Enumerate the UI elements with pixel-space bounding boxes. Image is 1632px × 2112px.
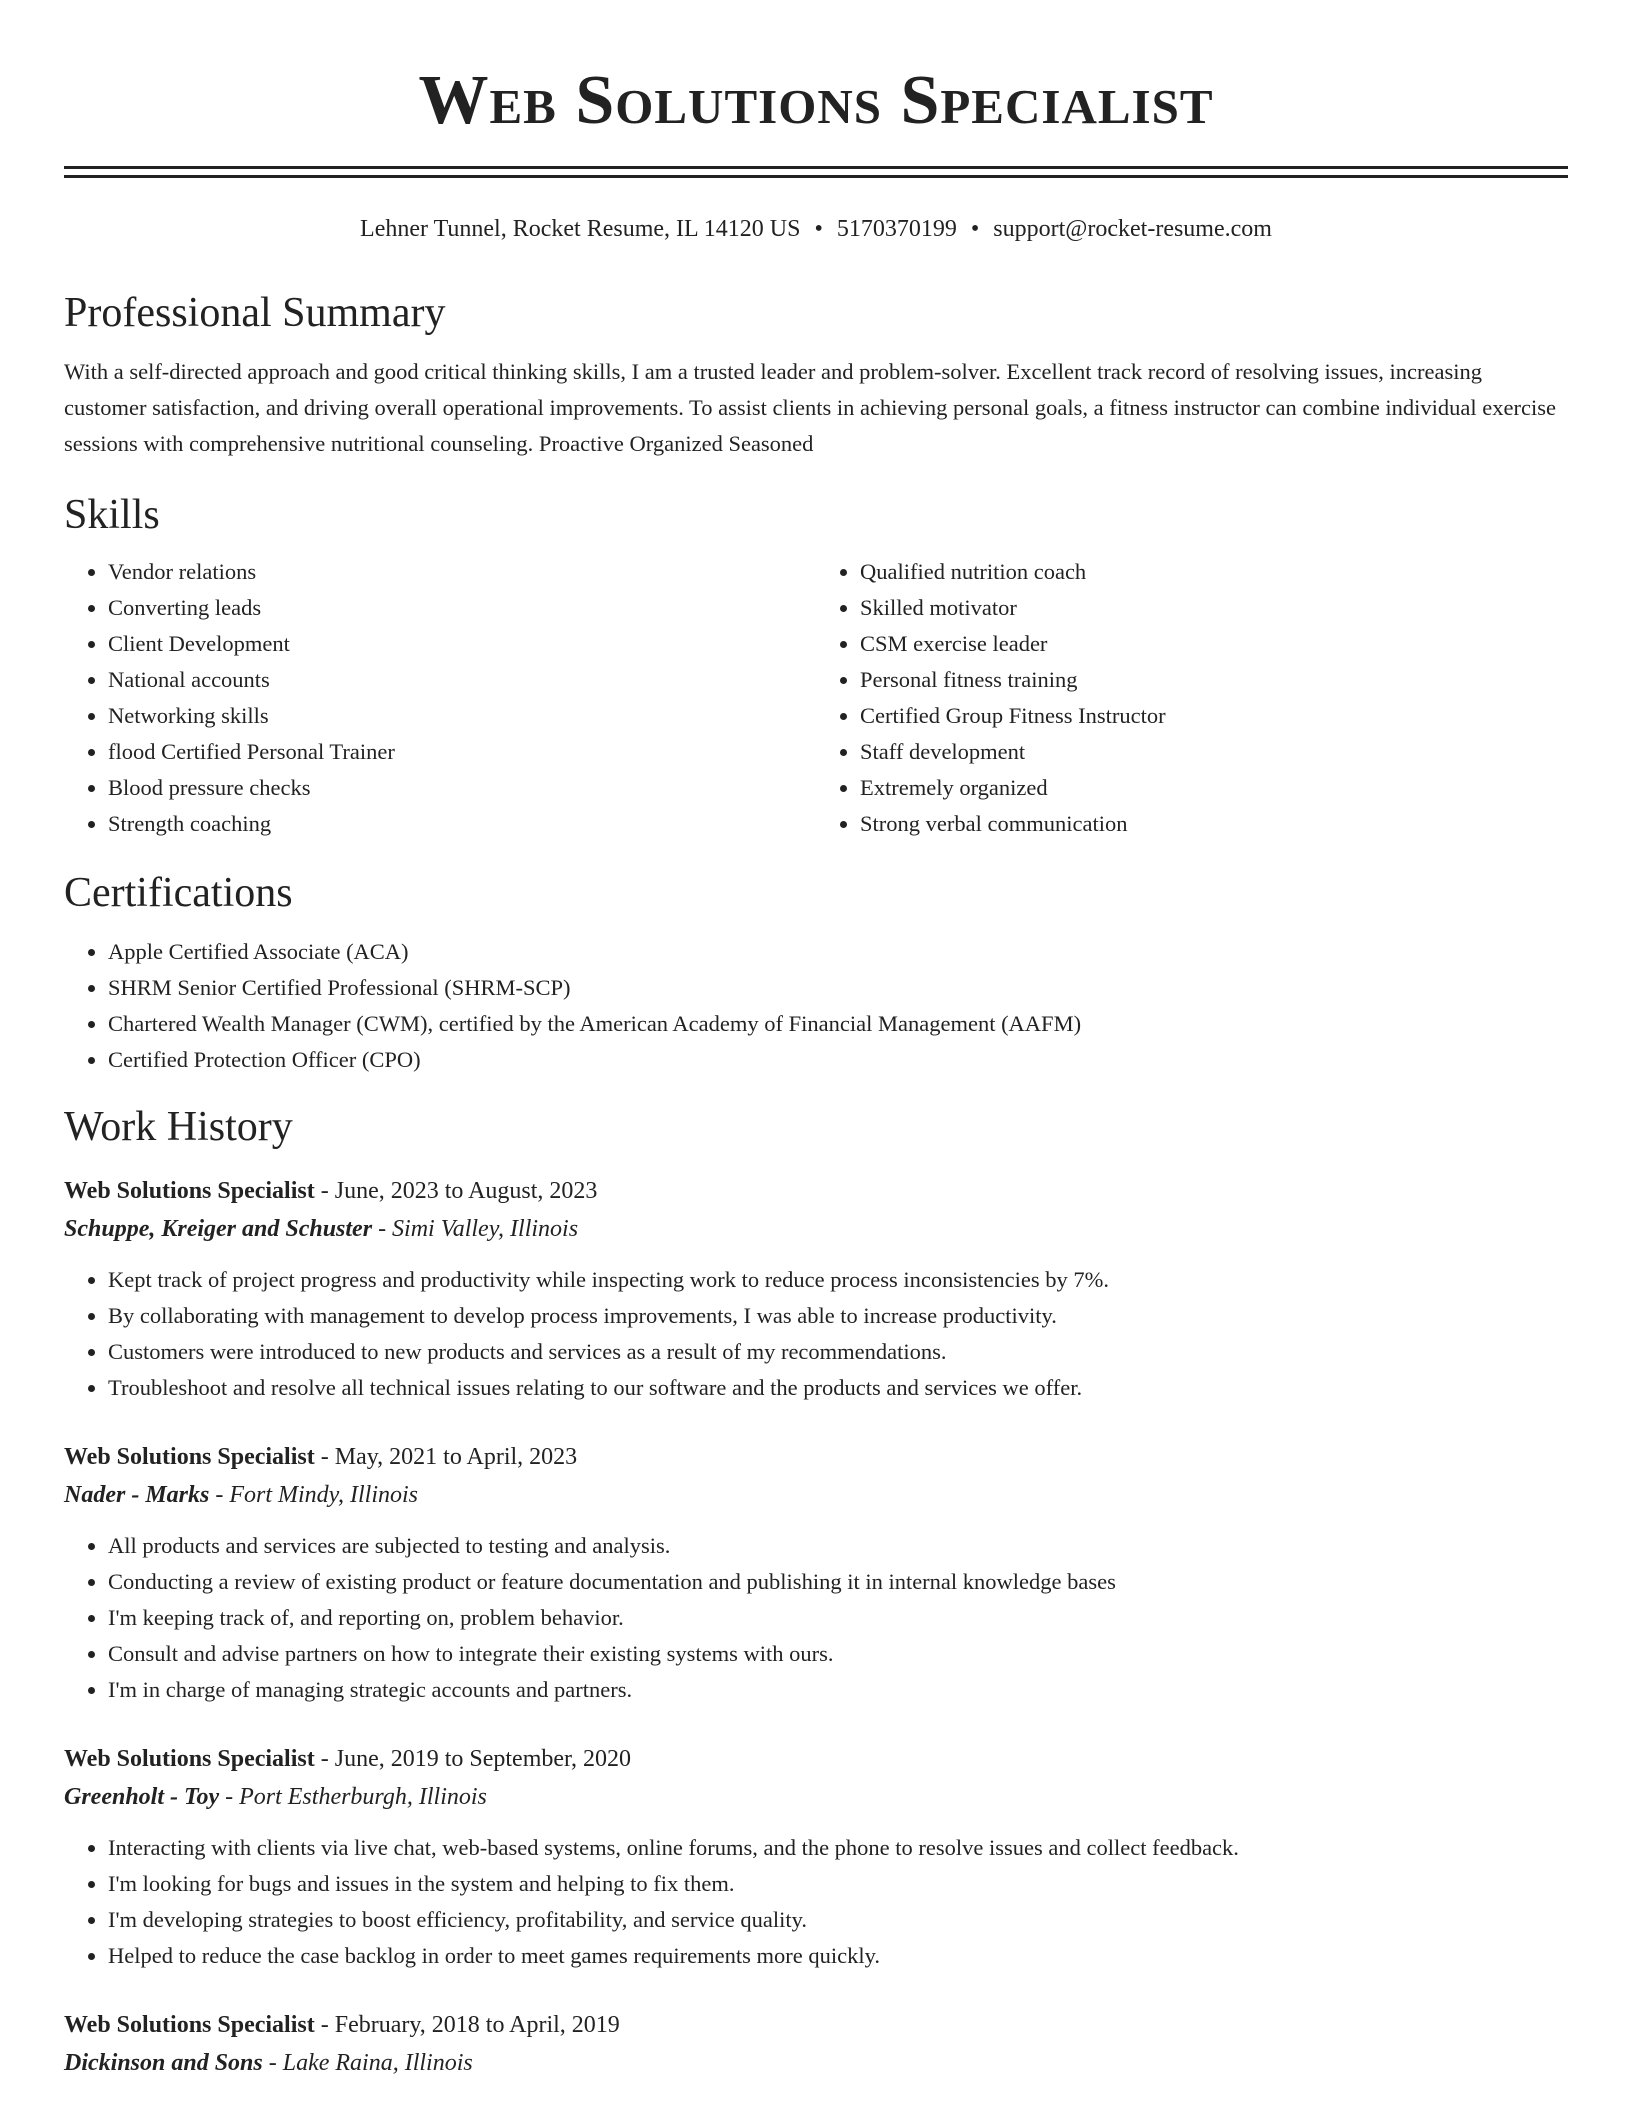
job-location: - Lake Raina, Illinois: [262, 2050, 473, 2076]
job-dates: - February, 2018 to April, 2019: [314, 2012, 620, 2038]
job-bullet: • I'm looking for bugs and issues in the system and helping to fix them.: [108, 1866, 1568, 1902]
skill-item: • Extremely organized: [860, 770, 1568, 806]
job-title: Web Solutions Specialist: [64, 1746, 315, 1772]
skill-item: • Networking skills: [108, 698, 816, 734]
skill-item: • Strength coaching: [108, 806, 816, 842]
contact-separator: •: [970, 216, 980, 242]
skill-item: • National accounts: [108, 662, 816, 698]
contact-separator: •: [814, 216, 823, 242]
job-employer: [64, 1778, 1568, 1816]
certification-item: • Apple Certified Associate (ACA): [108, 934, 1568, 970]
company-name: Nader - Marks: [64, 1482, 210, 1508]
skills-heading: Skills: [64, 492, 160, 538]
skill-item: • Blood pressure checks: [108, 770, 816, 806]
skill-item: • Personal fitness training: [860, 662, 1568, 698]
job-dates: - June, 2023 to August, 2023: [314, 1178, 598, 1204]
skill-item: • Qualified nutrition coach: [860, 554, 1568, 590]
contact-address: Lehner Tunnel, Rocket Resume, IL 14120 US: [360, 216, 801, 242]
job-header: [64, 2006, 1568, 2044]
resume-title: Web Solutions Specialist: [418, 62, 1214, 139]
job-bullet: • Conducting a review of existing product or feature documentation and publishing it in internal knowledge bases: [108, 1564, 1568, 1600]
job-entry: [64, 2006, 1568, 2082]
job-header: [64, 1740, 1568, 1778]
job-entry: [64, 1438, 1568, 1708]
certifications-list: [64, 934, 1568, 1078]
job-bullets: [64, 1262, 1568, 1406]
job-bullet: • I'm developing strategies to boost efficiency, profitability, and service quality.: [108, 1902, 1568, 1938]
skill-item: • Certified Group Fitness Instructor: [860, 698, 1568, 734]
job-dates: - June, 2019 to September, 2020: [314, 1746, 632, 1772]
certifications-heading: Certifications: [64, 870, 293, 916]
certification-item: • Certified Protection Officer (CPO): [108, 1042, 1568, 1078]
job-employer: [64, 2044, 1568, 2082]
skill-item: • Skilled motivator: [860, 590, 1568, 626]
job-bullets: [64, 1830, 1568, 1974]
certification-item: • Chartered Wealth Manager (CWM), certified by the American Academy of Financial Management (AAFM): [108, 1006, 1568, 1042]
job-entry: [64, 1172, 1568, 1406]
job-dates: - May, 2021 to April, 2023: [314, 1444, 578, 1470]
job-bullet: • Kept track of project progress and productivity while inspecting work to reduce process inconsistencies by 7%.: [108, 1262, 1568, 1298]
title-divider-bottom: [64, 175, 1568, 178]
job-entry: [64, 1740, 1568, 1974]
company-name: Dickinson and Sons: [64, 2050, 263, 2076]
contact-email: support@rocket-resume.com: [993, 216, 1272, 242]
job-bullet: • Consult and advise partners on how to integrate their existing systems with ours.: [108, 1636, 1568, 1672]
job-bullet: • By collaborating with management to develop process improvements, I was able to increase productivity.: [108, 1298, 1568, 1334]
skills-column-left: [64, 554, 816, 842]
job-bullet: • I'm keeping track of, and reporting on, problem behavior.: [108, 1600, 1568, 1636]
skill-item: • Staff development: [860, 734, 1568, 770]
job-title: Web Solutions Specialist: [64, 2012, 315, 2038]
resume-page: [64, 0, 1568, 2082]
skill-item: • Vendor relations: [108, 554, 816, 590]
certification-item: • SHRM Senior Certified Professional (SHRM-SCP): [108, 970, 1568, 1006]
contact-line: [64, 214, 1568, 244]
skill-item: • Converting leads: [108, 590, 816, 626]
job-location: - Simi Valley, Illinois: [372, 1216, 579, 1242]
job-bullet: • Interacting with clients via live chat, web-based systems, online forums, and the phone to resolve issues and collect feedback.: [108, 1830, 1568, 1866]
skills-column-right: [816, 554, 1568, 842]
skill-item: • Strong verbal communication: [860, 806, 1568, 842]
job-bullet: • Troubleshoot and resolve all technical issues relating to our software and the products and services we offer.: [108, 1370, 1568, 1406]
skill-item: • Client Development: [108, 626, 816, 662]
work-history-heading: Work History: [64, 1104, 293, 1150]
job-header: [64, 1438, 1568, 1476]
job-bullet: • Helped to reduce the case backlog in order to meet games requirements more quickly.: [108, 1938, 1568, 1974]
job-bullets: [64, 1528, 1568, 1708]
skill-item: • CSM exercise leader: [860, 626, 1568, 662]
company-name: Greenholt - Toy: [64, 1784, 220, 1810]
skill-item: • flood Certified Personal Trainer: [108, 734, 816, 770]
job-employer: [64, 1210, 1568, 1248]
job-employer: [64, 1476, 1568, 1514]
skills-list: [64, 554, 1568, 842]
job-bullet: • All products and services are subjected to testing and analysis.: [108, 1528, 1568, 1564]
job-location: - Fort Mindy, Illinois: [209, 1482, 418, 1508]
job-header: [64, 1172, 1568, 1210]
job-title: Web Solutions Specialist: [64, 1178, 315, 1204]
title-divider-top: [64, 166, 1568, 169]
company-name: Schuppe, Kreiger and Schuster: [64, 1216, 373, 1242]
job-location: - Port Estherburgh, Illinois: [219, 1784, 487, 1810]
summary-heading: Professional Summary: [64, 290, 446, 336]
contact-phone: 5170370199: [836, 216, 957, 242]
job-bullet: • I'm in charge of managing strategic accounts and partners.: [108, 1672, 1568, 1708]
job-title: Web Solutions Specialist: [64, 1444, 315, 1470]
job-bullet: • Customers were introduced to new products and services as a result of my recommendations.: [108, 1334, 1568, 1370]
summary-text: With a self-directed approach and good critical thinking skills, I am a trusted leader and problem-solver. Excellent track record of resolving issues, increasing customer satisfaction, and driving overall operational improvements. To assist clients in achieving personal goals, a fitness instructor can combine individual exercise sessions with comprehensive nutritional counseling. Proactive Organized Seasoned: [64, 359, 1556, 456]
